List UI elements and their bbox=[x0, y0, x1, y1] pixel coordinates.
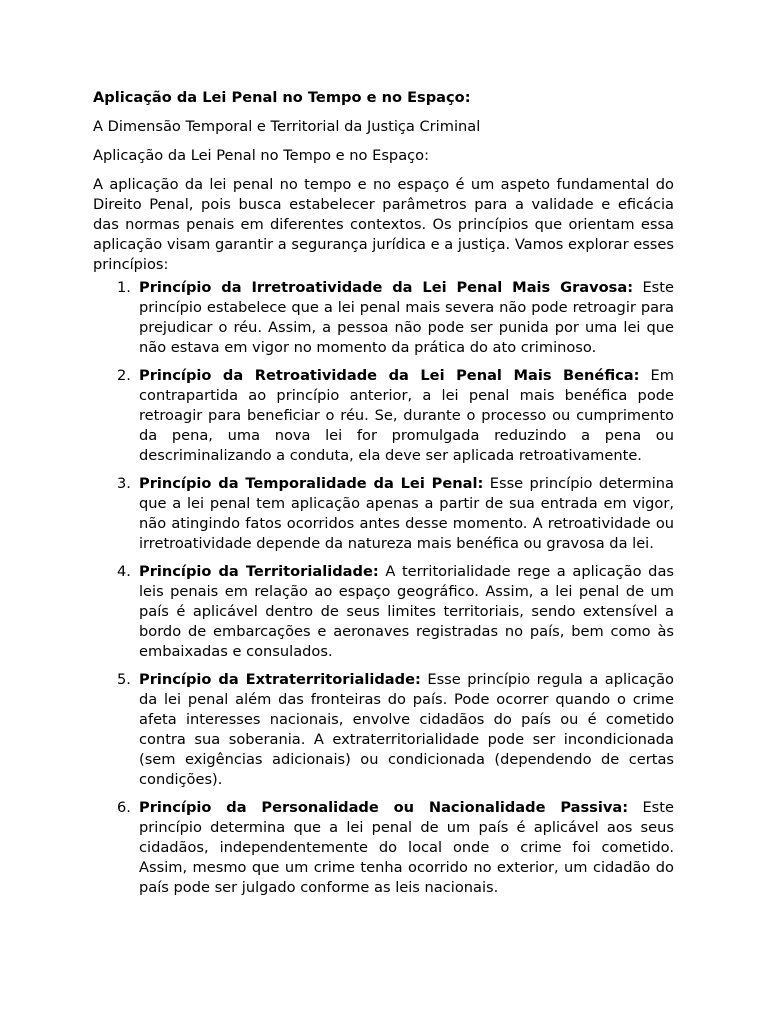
intro-paragraph: A aplicação da lei penal no tempo e no espaço é um aspeto fundamental do Direito Penal, pois busca estabelecer parâmetros para a validade e eficácia das normas penais em diferentes contextos. Os princípios que orientam essa aplicação visam garantir a segurança jurídica e a justiça. Vamos explorar esses princípios: bbox=[93, 176, 674, 273]
list-item-heading: Princípio da Personalidade ou Nacionalidade Passiva: bbox=[139, 799, 629, 816]
list-item bbox=[93, 474, 674, 554]
list-item-text: Esse princípio determina que a lei penal tem aplicação apenas a partir de sua entrada em vigor, não atingindo fatos ocorridos antes desse momento. A retroatividade ou irretroatividade depende da natureza mais benéfica ou gravosa da lei. bbox=[139, 475, 674, 552]
list-item-text: Em contrapartida ao princípio anterior, a lei penal mais benéfica pode retroagir para beneficiar o réu. Se, durante o processo ou cumprimento da pena, uma nova lei for promulgada reduzindo a pena ou descriminalizando a conduta, ela deve ser aplicada retroativamente. bbox=[139, 367, 674, 464]
list-item-number: 1. bbox=[117, 279, 131, 296]
list-item-number: 2. bbox=[117, 367, 131, 384]
list-item-number: 4. bbox=[117, 563, 131, 580]
list-item-text: A territorialidade rege a aplicação das leis penais em relação ao espaço geográfico. Assim, a lei penal de um país é aplicável dentro de seus limites territoriais, sendo extensível a bordo de embarcações e aeronaves registradas no país, bem como às embaixadas e consulados. bbox=[139, 563, 674, 660]
list-item-heading: Princípio da Retroatividade da Lei Penal Mais Benéfica: bbox=[139, 367, 640, 384]
list-item bbox=[93, 366, 674, 466]
list-item bbox=[93, 562, 674, 662]
list-item-text: Esse princípio regula a aplicação da lei penal além das fronteiras do país. Pode ocorrer quando o crime afeta interesses nacionais, envolve cidadãos do país ou é cometido contra sua soberania. A extraterritorialidade pode ser incondicionada (sem exigências adicionais) ou condicionada (dependendo de certas condições). bbox=[139, 671, 674, 788]
list-item-text: Este princípio estabelece que a lei penal mais severa não pode retroagir para prejudicar o réu. Assim, a pessoa não pode ser punida por uma lei que não estava em vigor no momento da prática do ato criminoso. bbox=[139, 279, 674, 356]
list-item bbox=[93, 670, 674, 790]
list-item-number: 6. bbox=[117, 799, 131, 816]
list-item-text: Este princípio determina que a lei penal de um país é aplicável aos seus cidadãos, independentemente do local onde o crime foi cometido. Assim, mesmo que um crime tenha ocorrido no exterior, um cidadão do país pode ser julgado conforme as leis nacionais. bbox=[139, 799, 674, 896]
section-heading: Aplicação da Lei Penal no Tempo e no Espaço: bbox=[93, 147, 430, 164]
document-title: Aplicação da Lei Penal no Tempo e no Espaço: bbox=[93, 89, 471, 106]
list-item-heading: Princípio da Extraterritorialidade: bbox=[139, 671, 421, 688]
list-item-heading: Princípio da Irretroatividade da Lei Penal Mais Gravosa: bbox=[139, 279, 634, 296]
list-item-heading: Princípio da Temporalidade da Lei Penal: bbox=[139, 475, 484, 492]
list-item-number: 3. bbox=[117, 475, 131, 492]
list-item-heading: Princípio da Territorialidade: bbox=[139, 563, 379, 580]
principles-list bbox=[93, 278, 674, 898]
list-item bbox=[93, 278, 674, 358]
list-item-number: 5. bbox=[117, 671, 131, 688]
list-item bbox=[93, 798, 674, 898]
document-subtitle: A Dimensão Temporal e Territorial da Justiça Criminal bbox=[93, 118, 481, 135]
